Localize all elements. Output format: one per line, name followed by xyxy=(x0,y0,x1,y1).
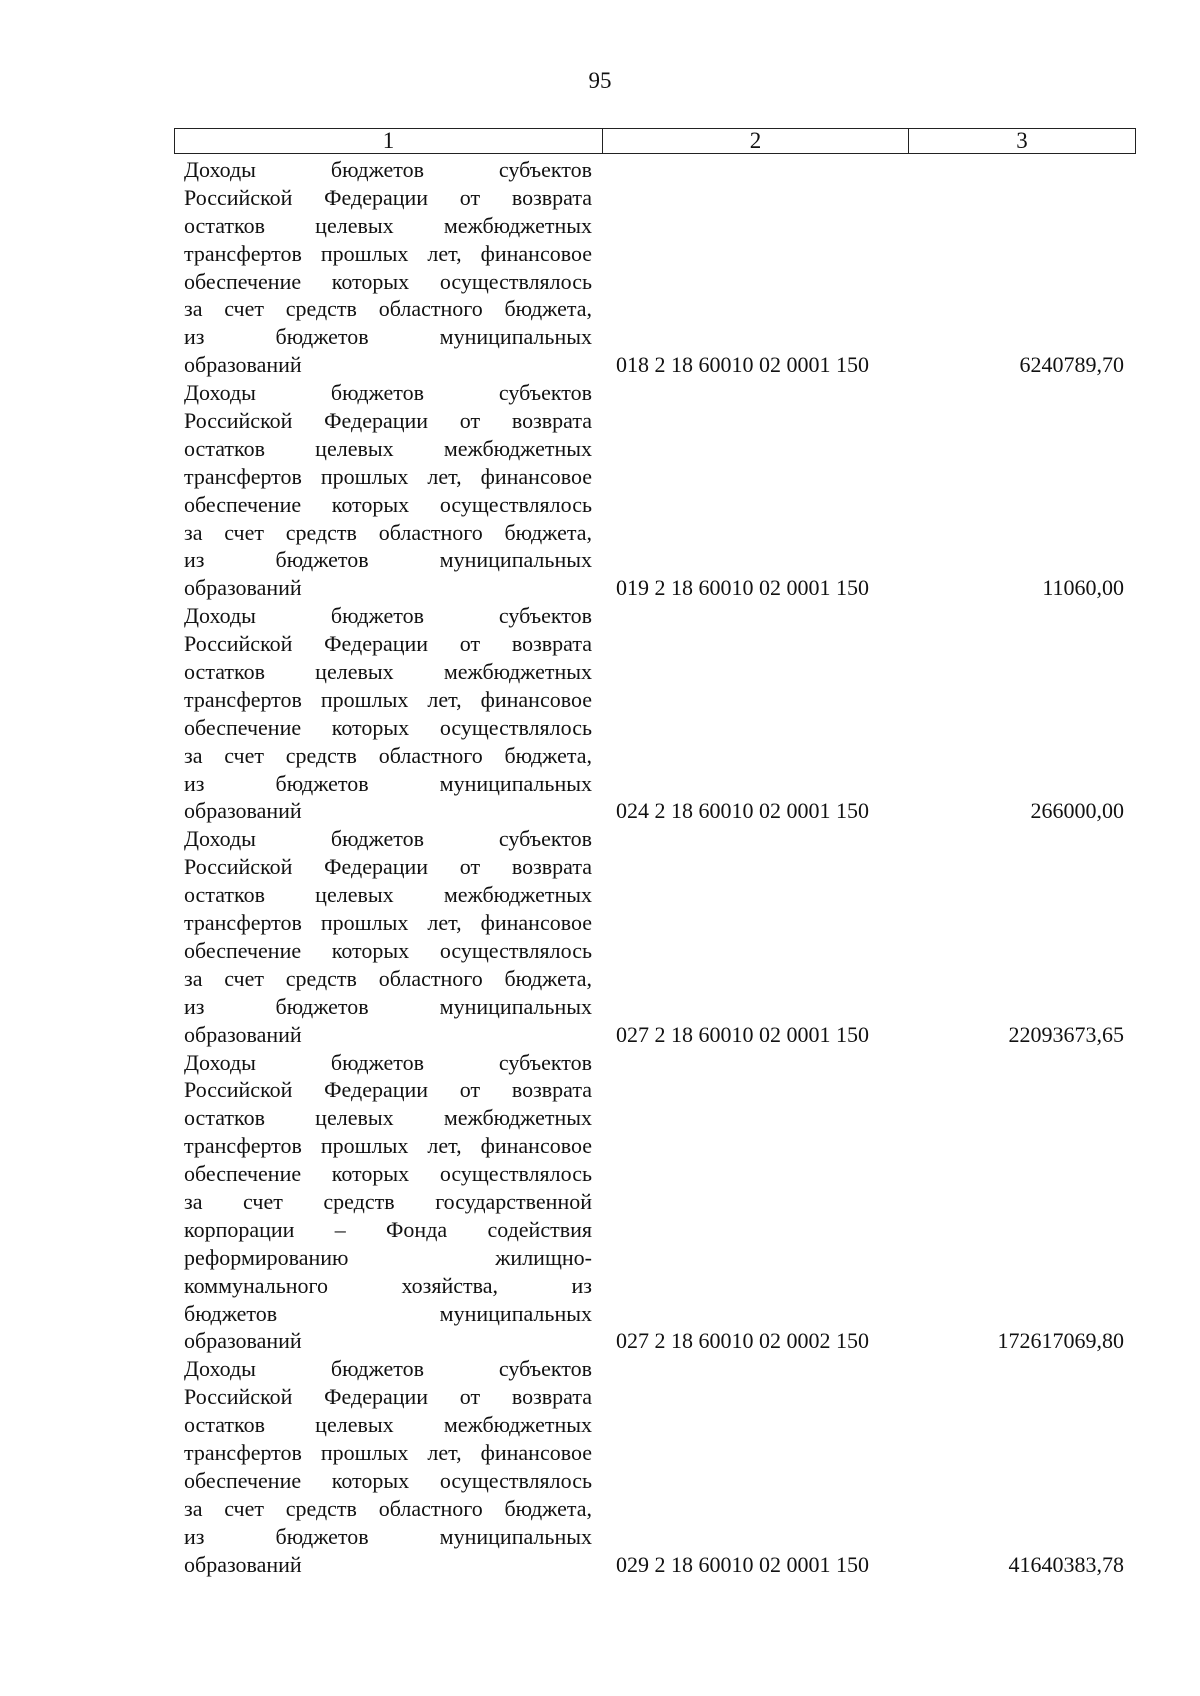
table-row xyxy=(184,1049,1136,1356)
row-amount: 6240789,70 xyxy=(1019,352,1124,378)
description-line: Доходы бюджетов субъектов xyxy=(184,157,592,182)
description-line: коммунального хозяйства, из xyxy=(184,1272,592,1298)
description-line: Российской Федерации от возврата xyxy=(184,1077,592,1103)
description-line: из бюджетов муниципальных xyxy=(184,993,592,1019)
row-code: 019 2 18 60010 02 0001 150 xyxy=(616,575,869,601)
description-line: Российской Федерации от возврата xyxy=(184,631,592,657)
row-amount: 266000,00 xyxy=(1030,798,1124,824)
description-line: остатков целевых межбюджетных xyxy=(184,435,592,461)
table-body xyxy=(184,156,1136,1578)
row-code: 027 2 18 60010 02 0002 150 xyxy=(616,1328,869,1354)
header-col-1: 1 xyxy=(175,129,603,153)
description-line: Доходы бюджетов субъектов xyxy=(184,1356,592,1382)
description-line: из бюджетов муниципальных xyxy=(184,547,592,573)
description-line: трансфертов прошлых лет, финансовое xyxy=(184,240,592,266)
description-line: за счет средств областного бюджета, xyxy=(184,742,592,768)
header-col-3: 3 xyxy=(1016,128,1028,153)
table-row xyxy=(184,1355,1136,1578)
row-description xyxy=(184,1355,592,1578)
row-amount: 22093673,65 xyxy=(1008,1021,1124,1047)
description-line: обеспечение которых осуществлялось xyxy=(184,1467,592,1493)
description-line: образований xyxy=(184,352,302,378)
row-code: 024 2 18 60010 02 0001 150 xyxy=(616,798,869,824)
description-line: Доходы бюджетов субъектов xyxy=(184,826,592,852)
row-description xyxy=(184,825,592,1048)
row-amount: 11060,00 xyxy=(1042,575,1124,601)
description-line: за счет средств областного бюджета, xyxy=(184,296,592,322)
description-line: образований xyxy=(184,1551,302,1577)
description-line: обеспечение которых осуществлялось xyxy=(184,1161,592,1187)
description-line: остатков целевых межбюджетных xyxy=(184,1412,592,1438)
description-line: за счет средств областного бюджета, xyxy=(184,1495,592,1521)
description-line: трансфертов прошлых лет, финансовое xyxy=(184,1133,592,1159)
row-description xyxy=(184,602,592,825)
description-line: образований xyxy=(184,1328,302,1354)
row-amount: 41640383,78 xyxy=(1008,1551,1124,1577)
description-line: остатков целевых межбюджетных xyxy=(184,882,592,908)
description-line: остатков целевых межбюджетных xyxy=(184,659,592,685)
description-line: корпорации – Фонда содействия xyxy=(184,1216,592,1242)
description-line: за счет средств государственной xyxy=(184,1188,592,1214)
description-line: Российской Федерации от возврата xyxy=(184,854,592,880)
description-line: из бюджетов муниципальных xyxy=(184,324,592,350)
table-header xyxy=(174,128,1136,154)
row-code: 029 2 18 60010 02 0001 150 xyxy=(616,1551,869,1577)
description-line: за счет средств областного бюджета, xyxy=(184,519,592,545)
description-line: Доходы бюджетов субъектов xyxy=(184,603,592,629)
header-col-2: 2 xyxy=(603,129,909,153)
description-line: реформированию жилищно- xyxy=(184,1244,592,1270)
table-row xyxy=(184,156,1136,379)
description-line: бюджетов муниципальных xyxy=(184,1300,592,1326)
row-code: 027 2 18 60010 02 0001 150 xyxy=(616,1021,869,1047)
description-line: образований xyxy=(184,575,302,601)
table-row xyxy=(184,825,1136,1048)
description-line: Российской Федерации от возврата xyxy=(184,184,592,210)
description-line: образований xyxy=(184,1021,302,1047)
description-line: трансфертов прошлых лет, финансовое xyxy=(184,910,592,936)
description-line: обеспечение которых осуществлялось xyxy=(184,268,592,294)
description-line: трансфертов прошлых лет, финансовое xyxy=(184,463,592,489)
description-line: Доходы бюджетов субъектов xyxy=(184,1049,592,1075)
description-line: за счет средств областного бюджета, xyxy=(184,965,592,991)
description-line: трансфертов прошлых лет, финансовое xyxy=(184,1439,592,1465)
table-row xyxy=(184,379,1136,602)
description-line: Российской Федерации от возврата xyxy=(184,408,592,434)
description-line: обеспечение которых осуществлялось xyxy=(184,491,592,517)
description-line: из бюджетов муниципальных xyxy=(184,770,592,796)
description-line: образований xyxy=(184,798,302,824)
description-line: обеспечение которых осуществлялось xyxy=(184,714,592,740)
description-line: Российской Федерации от возврата xyxy=(184,1384,592,1410)
description-line: остатков целевых межбюджетных xyxy=(184,212,592,238)
description-line: остатков целевых межбюджетных xyxy=(184,1105,592,1131)
description-line: из бюджетов муниципальных xyxy=(184,1523,592,1549)
row-description xyxy=(184,156,592,379)
description-line: Доходы бюджетов субъектов xyxy=(184,380,592,406)
page-number: 95 xyxy=(588,68,612,93)
row-description xyxy=(184,379,592,602)
description-line: обеспечение которых осуществлялось xyxy=(184,937,592,963)
table-row xyxy=(184,602,1136,825)
description-line: трансфертов прошлых лет, финансовое xyxy=(184,686,592,712)
row-description xyxy=(184,1049,592,1356)
row-amount: 172617069,80 xyxy=(997,1328,1124,1354)
row-code: 018 2 18 60010 02 0001 150 xyxy=(616,352,869,378)
